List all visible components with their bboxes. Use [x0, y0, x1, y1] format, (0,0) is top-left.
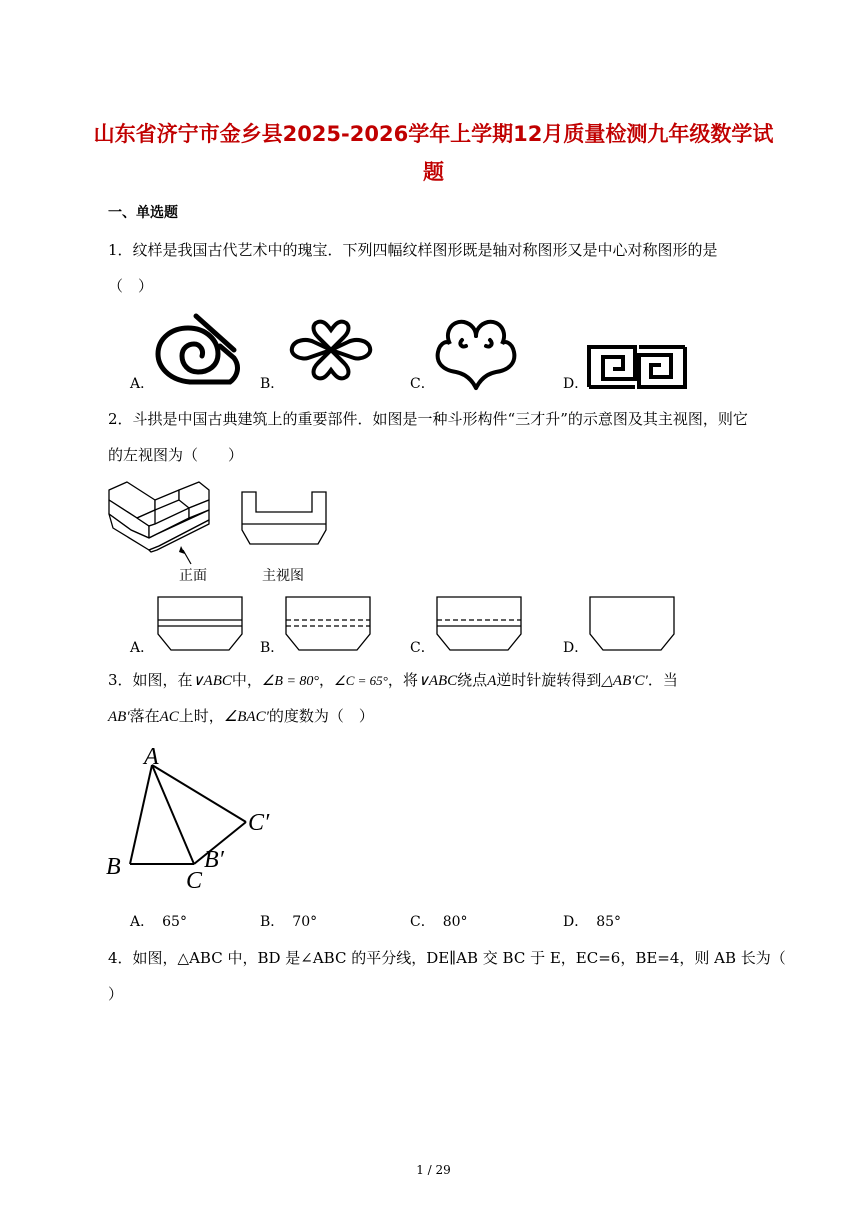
q3-text-part: ．当	[647, 671, 678, 689]
q3-text-part: 上时，	[178, 707, 224, 725]
q3-triangle-abc: ∨ABC	[192, 673, 232, 689]
q3-angle-bac-prime: ∠BAC′	[223, 709, 269, 725]
q3-label-b: B	[106, 854, 121, 880]
q1-paren: （ ）	[108, 277, 154, 295]
q2-option-c-label: C．	[410, 640, 435, 656]
document-title-line2: 题	[423, 160, 444, 184]
q3-text-part: 逆时针旋转得到	[496, 671, 602, 689]
q3-text-line1	[108, 670, 678, 692]
q2-text-line1: 2．斗拱是中国古典建筑上的重要部件．如图是一种斗形构件“三才升”的示意图及其主视图，则它	[108, 410, 748, 428]
page-number: 1 / 29	[416, 1163, 451, 1177]
q3-triangle-ab-c-prime: △AB′C′	[601, 673, 648, 689]
q3-text-part: ，	[319, 671, 335, 689]
q1-option-a-pattern	[150, 310, 245, 390]
q3-label-c-prime: C′	[248, 810, 270, 836]
q1-option-b-label: B．	[260, 376, 285, 392]
q1-option-d-label: D．	[563, 376, 589, 392]
q3-option-b-letter: B．	[260, 914, 285, 930]
q2-option-b-figure	[285, 596, 371, 652]
q3-triangle-abc-2: ∨ABC	[417, 673, 458, 689]
q3-rotation-figure	[100, 740, 290, 900]
q3-option-d-letter: D．	[563, 914, 589, 930]
q1-option-d-pattern	[587, 345, 687, 389]
document-title-line1: 山东省济宁市金乡县2025-2026学年上学期12月质量检测九年级数学试	[93, 122, 774, 146]
q2-label-main-view: 主视图	[262, 568, 304, 584]
q3-option-b	[260, 911, 317, 931]
q3-option-a-letter: A．	[130, 914, 155, 930]
q4-text-line2: ）	[108, 985, 124, 1003]
q3-angle-b: ∠B = 80°	[261, 674, 320, 689]
q2-option-b-label: B．	[260, 640, 285, 656]
q4-text-line1: 4．如图，△ABC 中，BD 是∠ABC 的平分线，DE∥AB 交 BC 于 E，EC=6，BE=4，则 AB 长为（	[108, 949, 786, 967]
q1-text: 1．纹样是我国古代艺术中的瑰宝．下列四幅纹样图形既是轴对称图形又是中心对称图形的是	[108, 241, 718, 259]
q3-text-part: 落在	[129, 707, 160, 725]
q3-label-c: C	[186, 868, 203, 894]
q3-text-part: 中，	[231, 671, 262, 689]
q3-text-part: 3．如图，在	[108, 671, 193, 689]
q3-option-b-value: 70°	[292, 914, 318, 930]
q3-angle-c: ∠C = 65°	[334, 673, 388, 688]
q3-segment-ab-prime: AB′	[108, 709, 130, 725]
q3-option-a	[130, 911, 187, 931]
q3-option-d	[563, 911, 621, 931]
q2-option-d-label: D．	[563, 640, 589, 656]
q3-point-a: A	[487, 673, 497, 689]
q3-segment-ac: AC	[159, 709, 179, 725]
q2-option-c-figure	[436, 596, 522, 652]
q2-text-line2: 的左视图为（ ）	[108, 446, 244, 464]
q2-main-view-figure	[238, 490, 332, 548]
q3-option-c-letter: C．	[410, 914, 435, 930]
q2-option-d-figure	[589, 596, 675, 652]
q1-option-c-label: C．	[410, 376, 435, 392]
q3-label-a: A	[144, 744, 159, 770]
q1-option-a-label: A．	[130, 376, 155, 392]
q3-text-line2	[108, 706, 374, 727]
q3-text-part: 的度数为（ ）	[268, 707, 374, 725]
q2-option-a-figure	[157, 596, 243, 652]
q3-option-c	[410, 911, 468, 931]
q3-text-part: ，将	[387, 671, 418, 689]
q1-option-c-pattern	[432, 318, 520, 390]
q3-label-b-prime: B′	[204, 847, 224, 873]
q2-dougong-3d-figure	[105, 478, 215, 568]
q3-option-c-value: 80°	[442, 914, 468, 930]
q3-text-part: 绕点	[457, 671, 488, 689]
section-heading: 一、单选题	[108, 205, 178, 221]
q2-label-front: 正面	[179, 568, 207, 584]
q2-option-a-label: A．	[130, 640, 155, 656]
q3-option-a-value: 65°	[162, 914, 187, 930]
q1-option-b-pattern	[288, 318, 374, 382]
q3-option-d-value: 85°	[596, 914, 622, 930]
